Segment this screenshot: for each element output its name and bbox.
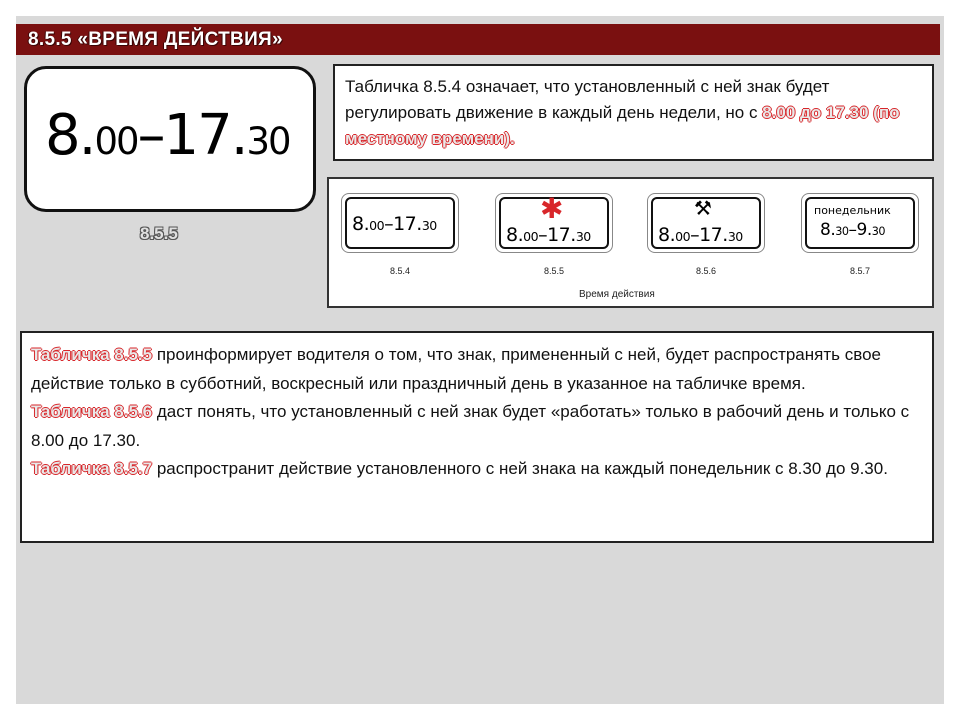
description-text: Табличка 8.5.4 означает, что установленный с ней знак будет регулировать движение в каждый день недели, но с [345,77,830,122]
info-text: проинформирует водителя о том, что знак, примененный с ней, будет распространять свое действие только в субботний, воскресный или праздничный день в указанное на табличке время. [31,345,881,393]
description-highlight: 8.00 до 17.30 (по местному времени) [345,103,900,148]
slide-title: 8.5.5 «ВРЕМЯ ДЕЙСТВИЯ» [28,29,283,50]
sign-8-5-4 [341,193,459,253]
sign-8-5-6 [647,193,765,253]
sign-code: 8.5.7 [849,266,871,276]
info-paragraph [31,341,923,398]
sign-time: 8.00–17.30 [506,224,591,246]
info-label: Табличка 8.5.5 [31,345,153,364]
info-text: даст понять, что установленный с ней знак будет «работать» только в рабочий день и только с 8.00 до 17.30. [31,402,910,450]
info-paragraph [31,455,923,484]
info-label: Табличка 8.5.6 [31,402,153,421]
info-paragraph [31,398,923,455]
signs-illustration [327,177,934,308]
info-label: Табличка 8.5.7 [31,459,153,478]
sign-weekday: понедельник [814,204,891,217]
sign-8-5-7 [801,193,919,253]
sign-code: 8.5.4 [389,266,411,276]
hammers-icon: ⚒ [694,196,712,220]
description-box: Табличка 8.5.4 означает, что установленный с ней знак будет регулировать движение в каждый день недели, но с 8.00 до 17.30 (по местному времени). [333,64,934,161]
asterisk-icon: ✱ [540,192,563,225]
sign-code: 8.5.6 [695,266,717,276]
info-text: распространит действие установленного с ней знака на каждый понедельник с 8.30 до 9.30. [152,459,888,478]
big-sign-time: 8.00–17.30 [45,103,290,168]
sign-time: 8.00–17.30 [658,224,743,246]
sign-8-5-5 [495,193,613,253]
info-box [20,331,934,543]
big-sign-caption: 8.5.5 [140,224,178,243]
big-sign-8-5-5 [24,66,316,212]
sign-code: 8.5.5 [543,266,565,276]
sign-time: 8.30–9.30 [820,220,886,240]
sign-time: 8.00–17.30 [352,213,437,235]
signs-caption: Время действия [579,289,655,300]
